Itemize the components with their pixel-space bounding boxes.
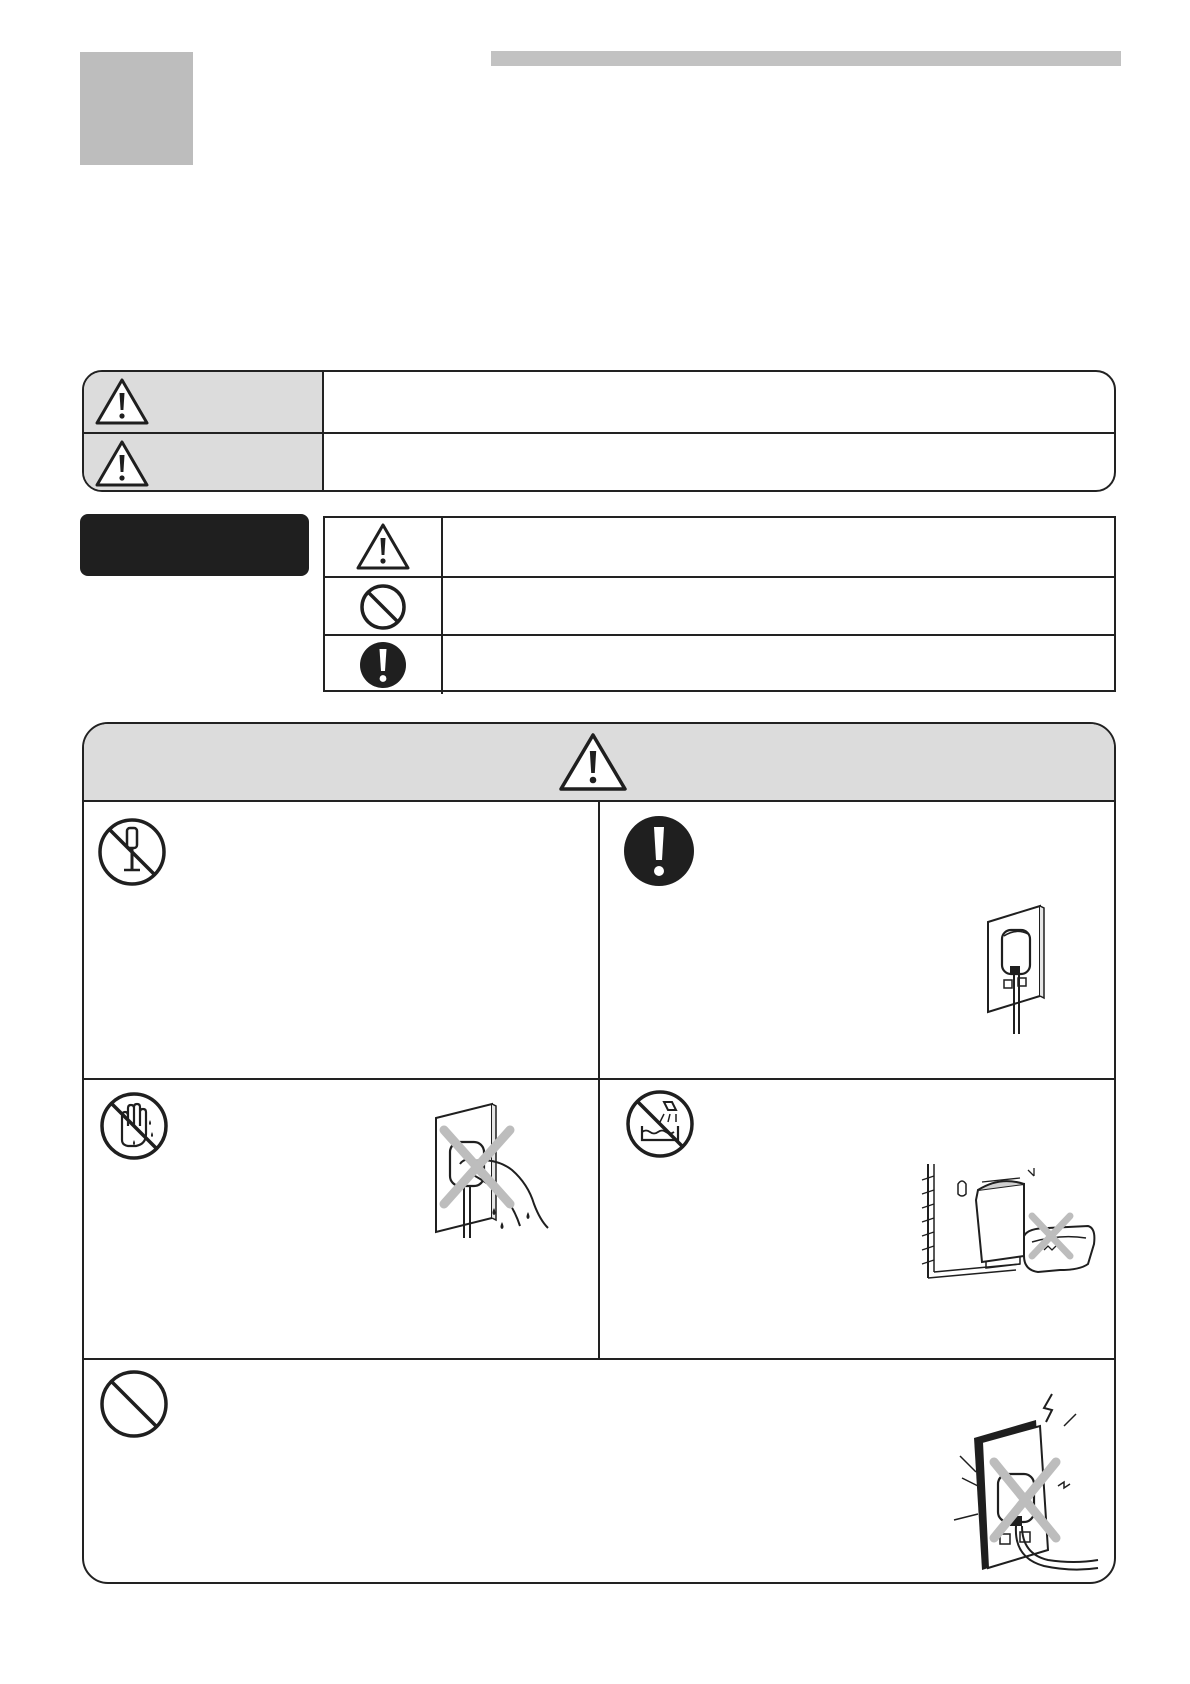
- warning-item-no-water: [600, 1080, 1114, 1360]
- warning-item-no-disassembly: [84, 802, 600, 1080]
- warning-triangle-icon: [558, 732, 628, 792]
- prohibited-icon: [358, 582, 408, 632]
- symbol-icon-cell: [325, 578, 443, 636]
- severity-row: [84, 372, 1114, 432]
- symbol-row: [325, 576, 1114, 636]
- warning-item-prohibited: [84, 1360, 1114, 1582]
- symbol-row: [325, 634, 1114, 694]
- symbol-icon-cell: [325, 636, 443, 694]
- warning-panel: [82, 722, 1116, 1584]
- severity-description: [324, 434, 1114, 492]
- symbols-legend-table: [323, 516, 1116, 692]
- symbol-row: [325, 518, 1114, 576]
- mandatory-exclamation-icon: [358, 640, 408, 690]
- severity-label-cell: [84, 434, 324, 492]
- symbol-description: [443, 636, 1114, 694]
- symbols-legend-tab: [80, 514, 309, 576]
- severity-table: [82, 370, 1116, 492]
- warning-triangle-icon: [94, 439, 150, 489]
- warning-item-no-wet-hands: [84, 1080, 600, 1360]
- wet-hand-plug-illustration: [424, 1100, 564, 1240]
- washing-machine-bath-illustration: [920, 1160, 1100, 1300]
- severity-label-cell: [84, 372, 324, 432]
- warning-item-mandatory: [600, 802, 1114, 1080]
- severity-row: [84, 432, 1114, 492]
- warning-triangle-icon: [355, 522, 411, 572]
- no-disassembly-icon: [96, 816, 168, 888]
- page-number-box: [80, 52, 193, 165]
- header-rule: [491, 51, 1121, 66]
- severity-description: [324, 372, 1114, 432]
- plug-in-outlet-illustration: [980, 900, 1080, 1040]
- symbol-description: [443, 578, 1114, 636]
- damaged-outlet-illustration: [952, 1390, 1102, 1578]
- warning-triangle-icon: [94, 377, 150, 427]
- mandatory-exclamation-icon: [622, 814, 696, 888]
- no-wet-hands-icon: [98, 1090, 170, 1162]
- prohibited-icon: [98, 1368, 170, 1440]
- no-water-splash-icon: [624, 1088, 696, 1160]
- symbol-icon-cell: [325, 518, 443, 576]
- warning-panel-header: [84, 724, 1114, 802]
- symbol-description: [443, 518, 1114, 576]
